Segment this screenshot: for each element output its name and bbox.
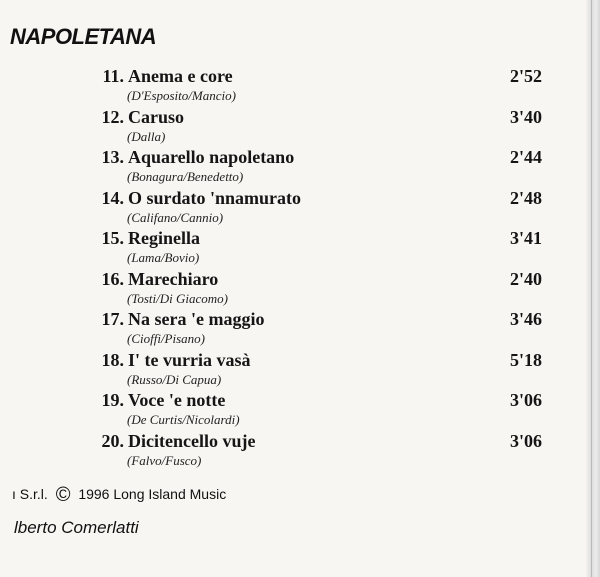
track-name: Caruso — [128, 106, 185, 127]
track-authors: (Dalla) — [127, 128, 166, 144]
track-name: Dicitencello vuje — [128, 430, 256, 451]
track-title — [90, 107, 184, 128]
track-row — [0, 66, 600, 107]
track-number: 12. — [101, 106, 124, 127]
track-row — [0, 147, 600, 188]
page-title: NAPOLETANA — [10, 24, 157, 49]
track-name: O surdato 'nnamurato — [128, 187, 302, 208]
track-name: Voce 'e notte — [128, 390, 226, 410]
track-title — [90, 147, 294, 168]
track-number: 17. — [101, 309, 124, 329]
track-number: 14. — [101, 187, 124, 208]
track-title — [90, 350, 250, 371]
track-number: 19. — [101, 390, 124, 410]
track-name: Anema e core — [128, 66, 233, 86]
track-row — [0, 350, 600, 391]
copyright-line — [12, 484, 227, 506]
track-row — [0, 390, 600, 431]
track-duration: 2'44 — [509, 147, 542, 167]
credit: lberto Comerlatti — [14, 518, 139, 537]
track-number: 11. — [102, 66, 124, 86]
track-number: 16. — [101, 268, 124, 289]
copyright-icon: © — [55, 484, 71, 506]
track-duration: 2'48 — [509, 187, 542, 208]
track-number: 15. — [101, 228, 124, 248]
track-authors: (De Curtis/Nicolardi) — [127, 412, 240, 427]
track-authors: (Cioffi/Pisano) — [127, 331, 205, 346]
track-title — [90, 269, 218, 290]
track-number: 20. — [101, 430, 124, 451]
track-title — [90, 309, 264, 330]
copyright-notice: 1996 Long Island Music — [78, 486, 227, 502]
track-row — [0, 309, 600, 350]
track-authors: (Russo/Di Capua) — [127, 371, 222, 387]
track-title — [90, 390, 225, 411]
track-row — [0, 431, 600, 472]
track-duration: 5'18 — [509, 349, 542, 370]
track-row — [0, 107, 600, 148]
track-title — [90, 66, 233, 87]
track-duration: 3'40 — [509, 106, 542, 127]
track-row — [0, 269, 600, 310]
track-authors: (Bonagura/Benedetto) — [127, 169, 244, 184]
track-name: Na sera 'e maggio — [128, 309, 265, 329]
track-number: 18. — [101, 349, 124, 370]
track-row — [0, 188, 600, 229]
track-duration: 3'41 — [509, 228, 542, 248]
track-authors: (Lama/Bovio) — [127, 250, 200, 265]
track-number: 13. — [101, 147, 124, 167]
copyright-prefix: ı S.r.l. — [12, 486, 48, 502]
track-name: Aquarello napoletano — [128, 147, 295, 167]
track-row — [0, 228, 600, 269]
track-name: I' te vurria vasà — [128, 349, 251, 370]
track-authors: (D'Esposito/Mancio) — [127, 88, 236, 103]
track-name: Marechiaro — [128, 268, 219, 289]
track-title — [90, 228, 200, 249]
track-authors: (Falvo/Fusco) — [127, 452, 202, 468]
track-authors: (Tosti/Di Giacomo) — [127, 290, 228, 306]
track-duration: 3'46 — [509, 309, 542, 329]
track-authors: (Califano/Cannio) — [127, 209, 224, 225]
track-duration: 2'52 — [509, 66, 542, 86]
track-name: Reginella — [128, 228, 200, 248]
track-duration: 3'06 — [509, 390, 542, 410]
track-title — [90, 431, 255, 452]
track-duration: 2'40 — [509, 268, 542, 289]
track-title — [90, 188, 301, 209]
track-duration: 3'06 — [509, 430, 542, 451]
track-list — [0, 66, 600, 471]
